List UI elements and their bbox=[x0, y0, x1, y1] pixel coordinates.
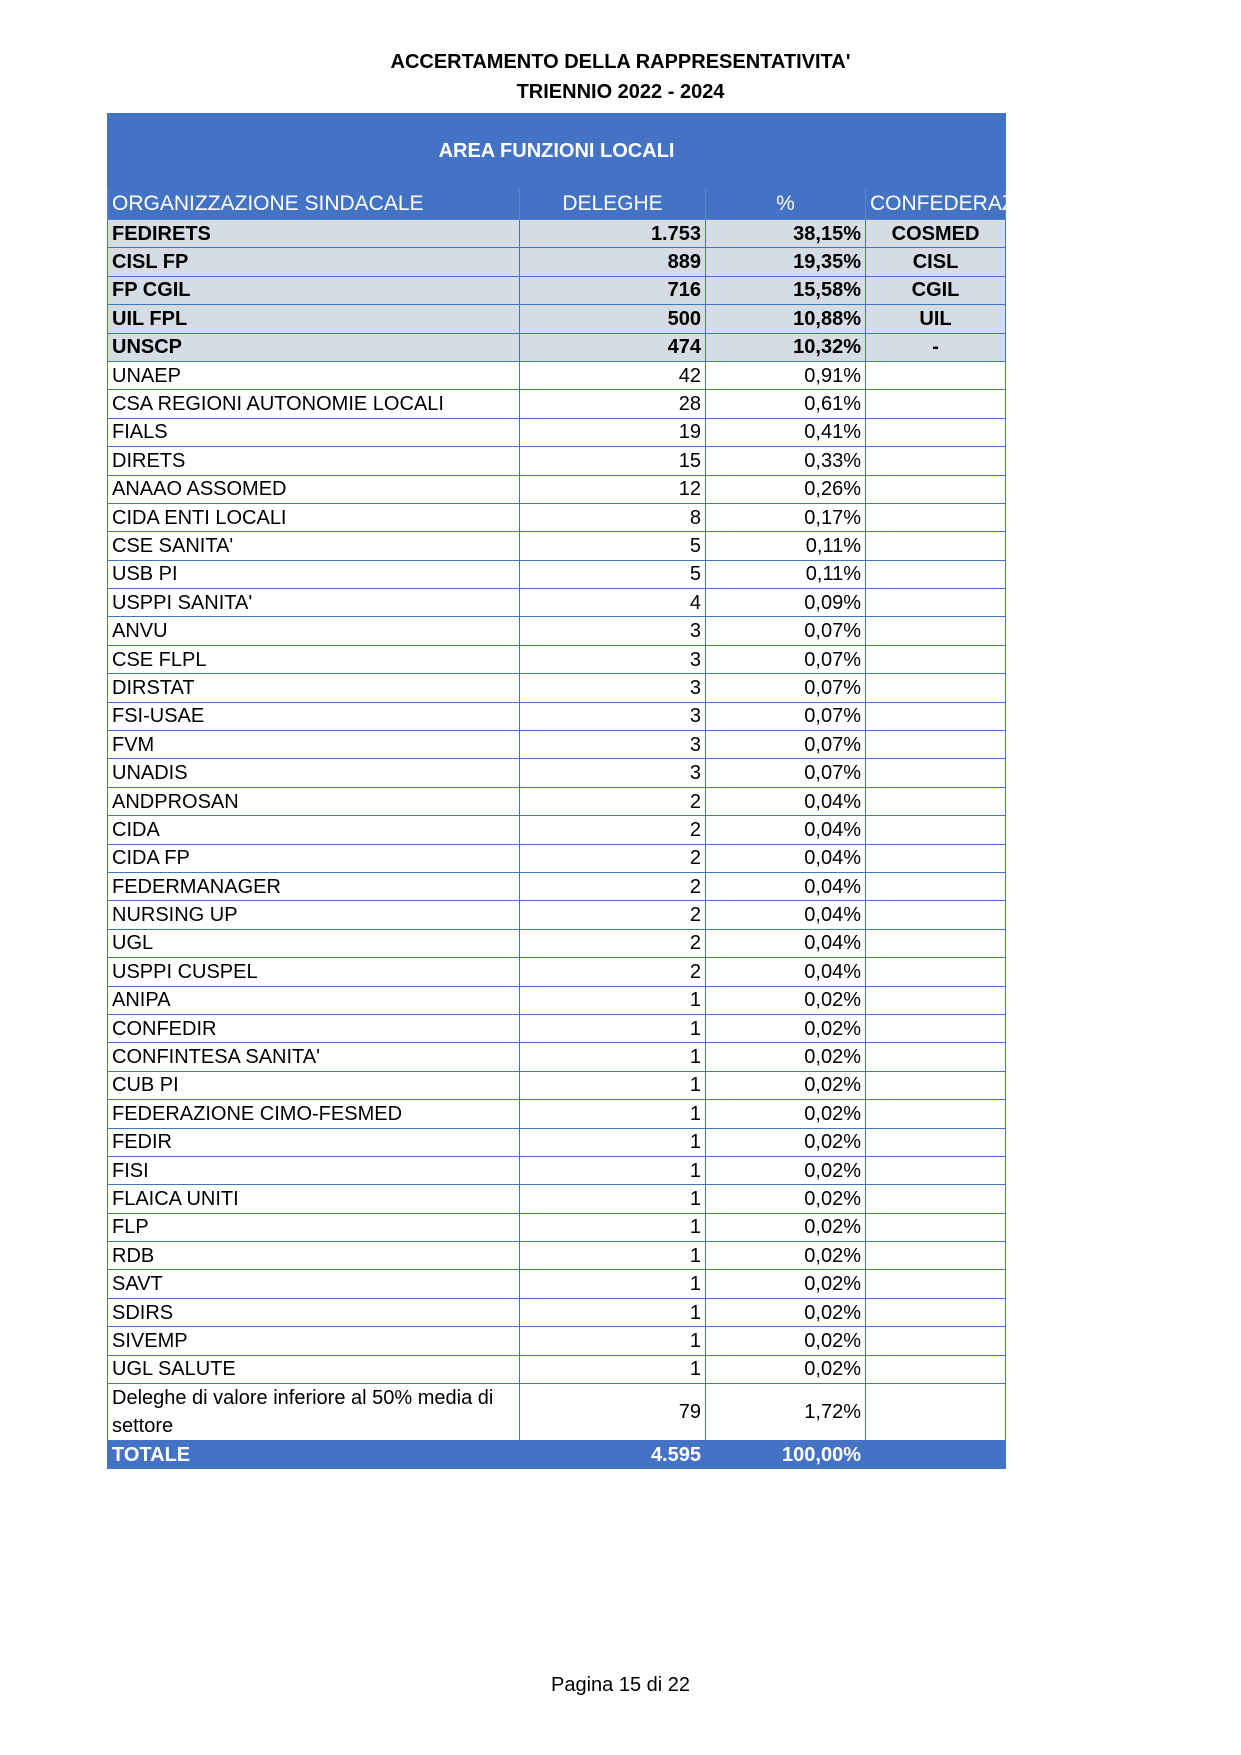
confederation-cell bbox=[866, 1100, 1006, 1128]
percent-cell: 0,07% bbox=[706, 759, 866, 787]
table-row bbox=[108, 986, 1006, 1014]
confederation-cell bbox=[866, 475, 1006, 503]
deleghe-cell: 1 bbox=[520, 1185, 706, 1213]
deleghe-cell: 1 bbox=[520, 1327, 706, 1355]
deleghe-cell: 42 bbox=[520, 361, 706, 389]
organization-cell: FLAICA UNITI bbox=[108, 1185, 520, 1213]
confederation-cell bbox=[866, 645, 1006, 673]
area-title-row bbox=[108, 114, 1006, 189]
deleghe-cell: 1 bbox=[520, 1355, 706, 1383]
organization-cell: RDB bbox=[108, 1242, 520, 1270]
deleghe-cell: 889 bbox=[520, 248, 706, 276]
column-header-deleghe: DELEGHE bbox=[520, 189, 706, 220]
organization-cell: FVM bbox=[108, 731, 520, 759]
deleghe-cell: 2 bbox=[520, 816, 706, 844]
table-row bbox=[108, 1156, 1006, 1184]
deleghe-cell: 5 bbox=[520, 532, 706, 560]
confederation-cell bbox=[866, 361, 1006, 389]
confederation-cell bbox=[866, 532, 1006, 560]
organization-cell: CUB PI bbox=[108, 1071, 520, 1099]
percent-cell: 1,72% bbox=[706, 1384, 866, 1441]
confederation-cell: COSMED bbox=[866, 220, 1006, 248]
percent-cell: 0,26% bbox=[706, 475, 866, 503]
table-row bbox=[108, 276, 1006, 304]
confederation-cell bbox=[866, 418, 1006, 446]
organization-cell: CSE SANITA' bbox=[108, 532, 520, 560]
percent-cell: 0,02% bbox=[706, 1298, 866, 1326]
confederation-cell bbox=[866, 1242, 1006, 1270]
organization-cell: UIL FPL bbox=[108, 305, 520, 333]
percent-cell: 0,11% bbox=[706, 560, 866, 588]
percent-cell: 0,04% bbox=[706, 872, 866, 900]
percent-cell: 0,02% bbox=[706, 1242, 866, 1270]
confederation-cell bbox=[866, 1213, 1006, 1241]
deleghe-cell: 8 bbox=[520, 503, 706, 531]
deleghe-cell: 1 bbox=[520, 1071, 706, 1099]
organization-cell: SAVT bbox=[108, 1270, 520, 1298]
organization-cell: FEDIRETS bbox=[108, 220, 520, 248]
table-row bbox=[108, 1043, 1006, 1071]
organization-cell: CONFINTESA SANITA' bbox=[108, 1043, 520, 1071]
area-title: AREA FUNZIONI LOCALI bbox=[108, 114, 1006, 189]
percent-cell: 0,02% bbox=[706, 1071, 866, 1099]
percent-cell: 0,02% bbox=[706, 1043, 866, 1071]
organization-cell: CIDA bbox=[108, 816, 520, 844]
organization-cell: CIDA ENTI LOCALI bbox=[108, 503, 520, 531]
deleghe-cell: 3 bbox=[520, 759, 706, 787]
table-row bbox=[108, 1128, 1006, 1156]
deleghe-cell: 3 bbox=[520, 731, 706, 759]
confederation-cell bbox=[866, 958, 1006, 986]
organization-cell: ANAAO ASSOMED bbox=[108, 475, 520, 503]
percent-cell: 0,07% bbox=[706, 674, 866, 702]
confederation-cell bbox=[866, 589, 1006, 617]
confederation-cell bbox=[866, 1384, 1006, 1441]
percent-cell: 0,11% bbox=[706, 532, 866, 560]
deleghe-cell: 1 bbox=[520, 1014, 706, 1042]
percent-cell: 0,07% bbox=[706, 645, 866, 673]
table-row bbox=[108, 759, 1006, 787]
confederation-cell bbox=[866, 447, 1006, 475]
deleghe-cell: 1 bbox=[520, 1043, 706, 1071]
confederation-cell bbox=[866, 1441, 1006, 1469]
document-title: ACCERTAMENTO DELLA RAPPRESENTATIVITA' bbox=[390, 51, 851, 73]
confederation-cell bbox=[866, 1185, 1006, 1213]
percent-cell: 0,02% bbox=[706, 1355, 866, 1383]
organization-cell: CIDA FP bbox=[108, 844, 520, 872]
organization-cell: UNSCP bbox=[108, 333, 520, 361]
percent-cell: 0,07% bbox=[706, 617, 866, 645]
organization-cell: SDIRS bbox=[108, 1298, 520, 1326]
percent-cell: 100,00% bbox=[706, 1441, 866, 1469]
table-row bbox=[108, 532, 1006, 560]
deleghe-cell: 79 bbox=[520, 1384, 706, 1441]
table-row bbox=[108, 333, 1006, 361]
percent-cell: 0,91% bbox=[706, 361, 866, 389]
confederation-cell bbox=[866, 986, 1006, 1014]
organization-cell: UGL SALUTE bbox=[108, 1355, 520, 1383]
column-header-row bbox=[108, 189, 1006, 220]
organization-cell: CSA REGIONI AUTONOMIE LOCALI bbox=[108, 390, 520, 418]
confederation-cell bbox=[866, 1355, 1006, 1383]
organization-cell: ANVU bbox=[108, 617, 520, 645]
deleghe-cell: 4.595 bbox=[520, 1441, 706, 1469]
page-number: Pagina 15 di 22 bbox=[550, 1674, 690, 1696]
table-row bbox=[108, 1441, 1006, 1469]
confederation-cell: CISL bbox=[866, 248, 1006, 276]
deleghe-cell: 3 bbox=[520, 617, 706, 645]
table-row bbox=[108, 929, 1006, 957]
percent-cell: 0,02% bbox=[706, 1270, 866, 1298]
percent-cell: 0,02% bbox=[706, 1213, 866, 1241]
confederation-cell bbox=[866, 617, 1006, 645]
table-row bbox=[108, 418, 1006, 446]
confederation-cell bbox=[866, 1014, 1006, 1042]
percent-cell: 10,88% bbox=[706, 305, 866, 333]
percent-cell: 0,07% bbox=[706, 731, 866, 759]
deleghe-cell: 2 bbox=[520, 872, 706, 900]
deleghe-cell: 3 bbox=[520, 645, 706, 673]
table-row bbox=[108, 1355, 1006, 1383]
table-row bbox=[108, 1270, 1006, 1298]
table-row bbox=[108, 589, 1006, 617]
organization-cell: UNADIS bbox=[108, 759, 520, 787]
percent-cell: 0,04% bbox=[706, 816, 866, 844]
organization-cell: NURSING UP bbox=[108, 901, 520, 929]
table-row bbox=[108, 1213, 1006, 1241]
deleghe-cell: 1 bbox=[520, 1298, 706, 1326]
organization-cell: CISL FP bbox=[108, 248, 520, 276]
table-row bbox=[108, 447, 1006, 475]
percent-cell: 19,35% bbox=[706, 248, 866, 276]
column-header-organization: ORGANIZZAZIONE SINDACALE bbox=[108, 189, 520, 220]
percent-cell: 0,04% bbox=[706, 787, 866, 815]
percent-cell: 0,02% bbox=[706, 1128, 866, 1156]
confederation-cell bbox=[866, 1128, 1006, 1156]
table-row bbox=[108, 816, 1006, 844]
table-row bbox=[108, 390, 1006, 418]
confederation-cell: CGIL bbox=[866, 276, 1006, 304]
organization-cell: CONFEDIR bbox=[108, 1014, 520, 1042]
deleghe-cell: 2 bbox=[520, 844, 706, 872]
confederation-cell bbox=[866, 1327, 1006, 1355]
deleghe-cell: 3 bbox=[520, 674, 706, 702]
table-row bbox=[108, 731, 1006, 759]
table-row bbox=[108, 248, 1006, 276]
organization-cell: FSI-USAE bbox=[108, 702, 520, 730]
confederation-cell bbox=[866, 872, 1006, 900]
confederation-cell: - bbox=[866, 333, 1006, 361]
percent-cell: 0,02% bbox=[706, 1327, 866, 1355]
organization-cell: FISI bbox=[108, 1156, 520, 1184]
percent-cell: 15,58% bbox=[706, 276, 866, 304]
organization-cell: FIALS bbox=[108, 418, 520, 446]
confederation-cell bbox=[866, 1043, 1006, 1071]
percent-cell: 0,41% bbox=[706, 418, 866, 446]
table-row bbox=[108, 220, 1006, 248]
table-row bbox=[108, 958, 1006, 986]
percent-cell: 0,04% bbox=[706, 929, 866, 957]
organization-cell: DIRSTAT bbox=[108, 674, 520, 702]
table-row bbox=[108, 361, 1006, 389]
deleghe-cell: 1 bbox=[520, 1242, 706, 1270]
percent-cell: 0,07% bbox=[706, 702, 866, 730]
confederation-cell bbox=[866, 674, 1006, 702]
confederation-cell bbox=[866, 759, 1006, 787]
confederation-cell bbox=[866, 503, 1006, 531]
deleghe-cell: 474 bbox=[520, 333, 706, 361]
table-row bbox=[108, 1014, 1006, 1042]
table-row bbox=[108, 872, 1006, 900]
organization-cell: CSE FLPL bbox=[108, 645, 520, 673]
organization-cell: USB PI bbox=[108, 560, 520, 588]
deleghe-cell: 28 bbox=[520, 390, 706, 418]
deleghe-cell: 5 bbox=[520, 560, 706, 588]
percent-cell: 38,15% bbox=[706, 220, 866, 248]
organization-cell: USPPI SANITA' bbox=[108, 589, 520, 617]
deleghe-cell: 1 bbox=[520, 986, 706, 1014]
percent-cell: 0,02% bbox=[706, 1100, 866, 1128]
confederation-cell bbox=[866, 787, 1006, 815]
deleghe-cell: 716 bbox=[520, 276, 706, 304]
table-row bbox=[108, 1242, 1006, 1270]
organization-cell: SIVEMP bbox=[108, 1327, 520, 1355]
table-row bbox=[108, 702, 1006, 730]
confederation-cell bbox=[866, 731, 1006, 759]
column-header-confederation: CONFEDERAZIONE bbox=[866, 189, 1006, 220]
confederation-cell bbox=[866, 844, 1006, 872]
confederation-cell bbox=[866, 1298, 1006, 1326]
deleghe-cell: 15 bbox=[520, 447, 706, 475]
deleghe-cell: 2 bbox=[520, 901, 706, 929]
document-subtitle: TRIENNIO 2022 - 2024 bbox=[516, 81, 725, 103]
table-row bbox=[108, 1327, 1006, 1355]
confederation-cell bbox=[866, 929, 1006, 957]
organization-cell: ANDPROSAN bbox=[108, 787, 520, 815]
table-row bbox=[108, 1298, 1006, 1326]
organization-cell: Deleghe di valore inferiore al 50% media di settore bbox=[108, 1384, 520, 1441]
table-row bbox=[108, 787, 1006, 815]
column-header-percent: % bbox=[706, 189, 866, 220]
deleghe-cell: 1 bbox=[520, 1270, 706, 1298]
percent-cell: 0,02% bbox=[706, 1014, 866, 1042]
table-row bbox=[108, 1384, 1006, 1441]
deleghe-cell: 500 bbox=[520, 305, 706, 333]
percent-cell: 0,61% bbox=[706, 390, 866, 418]
organization-cell: FEDERAZIONE CIMO-FESMED bbox=[108, 1100, 520, 1128]
organization-cell: TOTALE bbox=[108, 1441, 520, 1469]
deleghe-cell: 2 bbox=[520, 929, 706, 957]
percent-cell: 0,33% bbox=[706, 447, 866, 475]
table-row bbox=[108, 617, 1006, 645]
percent-cell: 0,04% bbox=[706, 958, 866, 986]
table-row bbox=[108, 1100, 1006, 1128]
deleghe-cell: 1 bbox=[520, 1156, 706, 1184]
percent-cell: 0,04% bbox=[706, 901, 866, 929]
table-row bbox=[108, 503, 1006, 531]
organization-cell: FP CGIL bbox=[108, 276, 520, 304]
deleghe-cell: 1 bbox=[520, 1128, 706, 1156]
organization-cell: DIRETS bbox=[108, 447, 520, 475]
percent-cell: 0,17% bbox=[706, 503, 866, 531]
table-row bbox=[108, 674, 1006, 702]
deleghe-cell: 3 bbox=[520, 702, 706, 730]
representativeness-table bbox=[107, 113, 1067, 1469]
percent-cell: 0,09% bbox=[706, 589, 866, 617]
confederation-cell bbox=[866, 702, 1006, 730]
confederation-cell: UIL bbox=[866, 305, 1006, 333]
percent-cell: 0,02% bbox=[706, 986, 866, 1014]
deleghe-cell: 4 bbox=[520, 589, 706, 617]
percent-cell: 0,04% bbox=[706, 844, 866, 872]
table-row bbox=[108, 901, 1006, 929]
percent-cell: 10,32% bbox=[706, 333, 866, 361]
organization-cell: FLP bbox=[108, 1213, 520, 1241]
table-row bbox=[108, 645, 1006, 673]
percent-cell: 0,02% bbox=[706, 1156, 866, 1184]
confederation-cell bbox=[866, 1156, 1006, 1184]
table-row bbox=[108, 1185, 1006, 1213]
confederation-cell bbox=[866, 901, 1006, 929]
confederation-cell bbox=[866, 816, 1006, 844]
deleghe-cell: 2 bbox=[520, 787, 706, 815]
organization-cell: FEDERMANAGER bbox=[108, 872, 520, 900]
confederation-cell bbox=[866, 1270, 1006, 1298]
confederation-cell bbox=[866, 390, 1006, 418]
confederation-cell bbox=[866, 1071, 1006, 1099]
organization-cell: USPPI CUSPEL bbox=[108, 958, 520, 986]
confederation-cell bbox=[866, 560, 1006, 588]
deleghe-cell: 1 bbox=[520, 1100, 706, 1128]
table-row bbox=[108, 560, 1006, 588]
deleghe-cell: 12 bbox=[520, 475, 706, 503]
organization-cell: UNAEP bbox=[108, 361, 520, 389]
deleghe-cell: 1 bbox=[520, 1213, 706, 1241]
table-row bbox=[108, 844, 1006, 872]
percent-cell: 0,02% bbox=[706, 1185, 866, 1213]
organization-cell: ANIPA bbox=[108, 986, 520, 1014]
organization-cell: UGL bbox=[108, 929, 520, 957]
table-row bbox=[108, 1071, 1006, 1099]
deleghe-cell: 19 bbox=[520, 418, 706, 446]
table-row bbox=[108, 305, 1006, 333]
deleghe-cell: 2 bbox=[520, 958, 706, 986]
organization-cell: FEDIR bbox=[108, 1128, 520, 1156]
table-row bbox=[108, 475, 1006, 503]
deleghe-cell: 1.753 bbox=[520, 220, 706, 248]
